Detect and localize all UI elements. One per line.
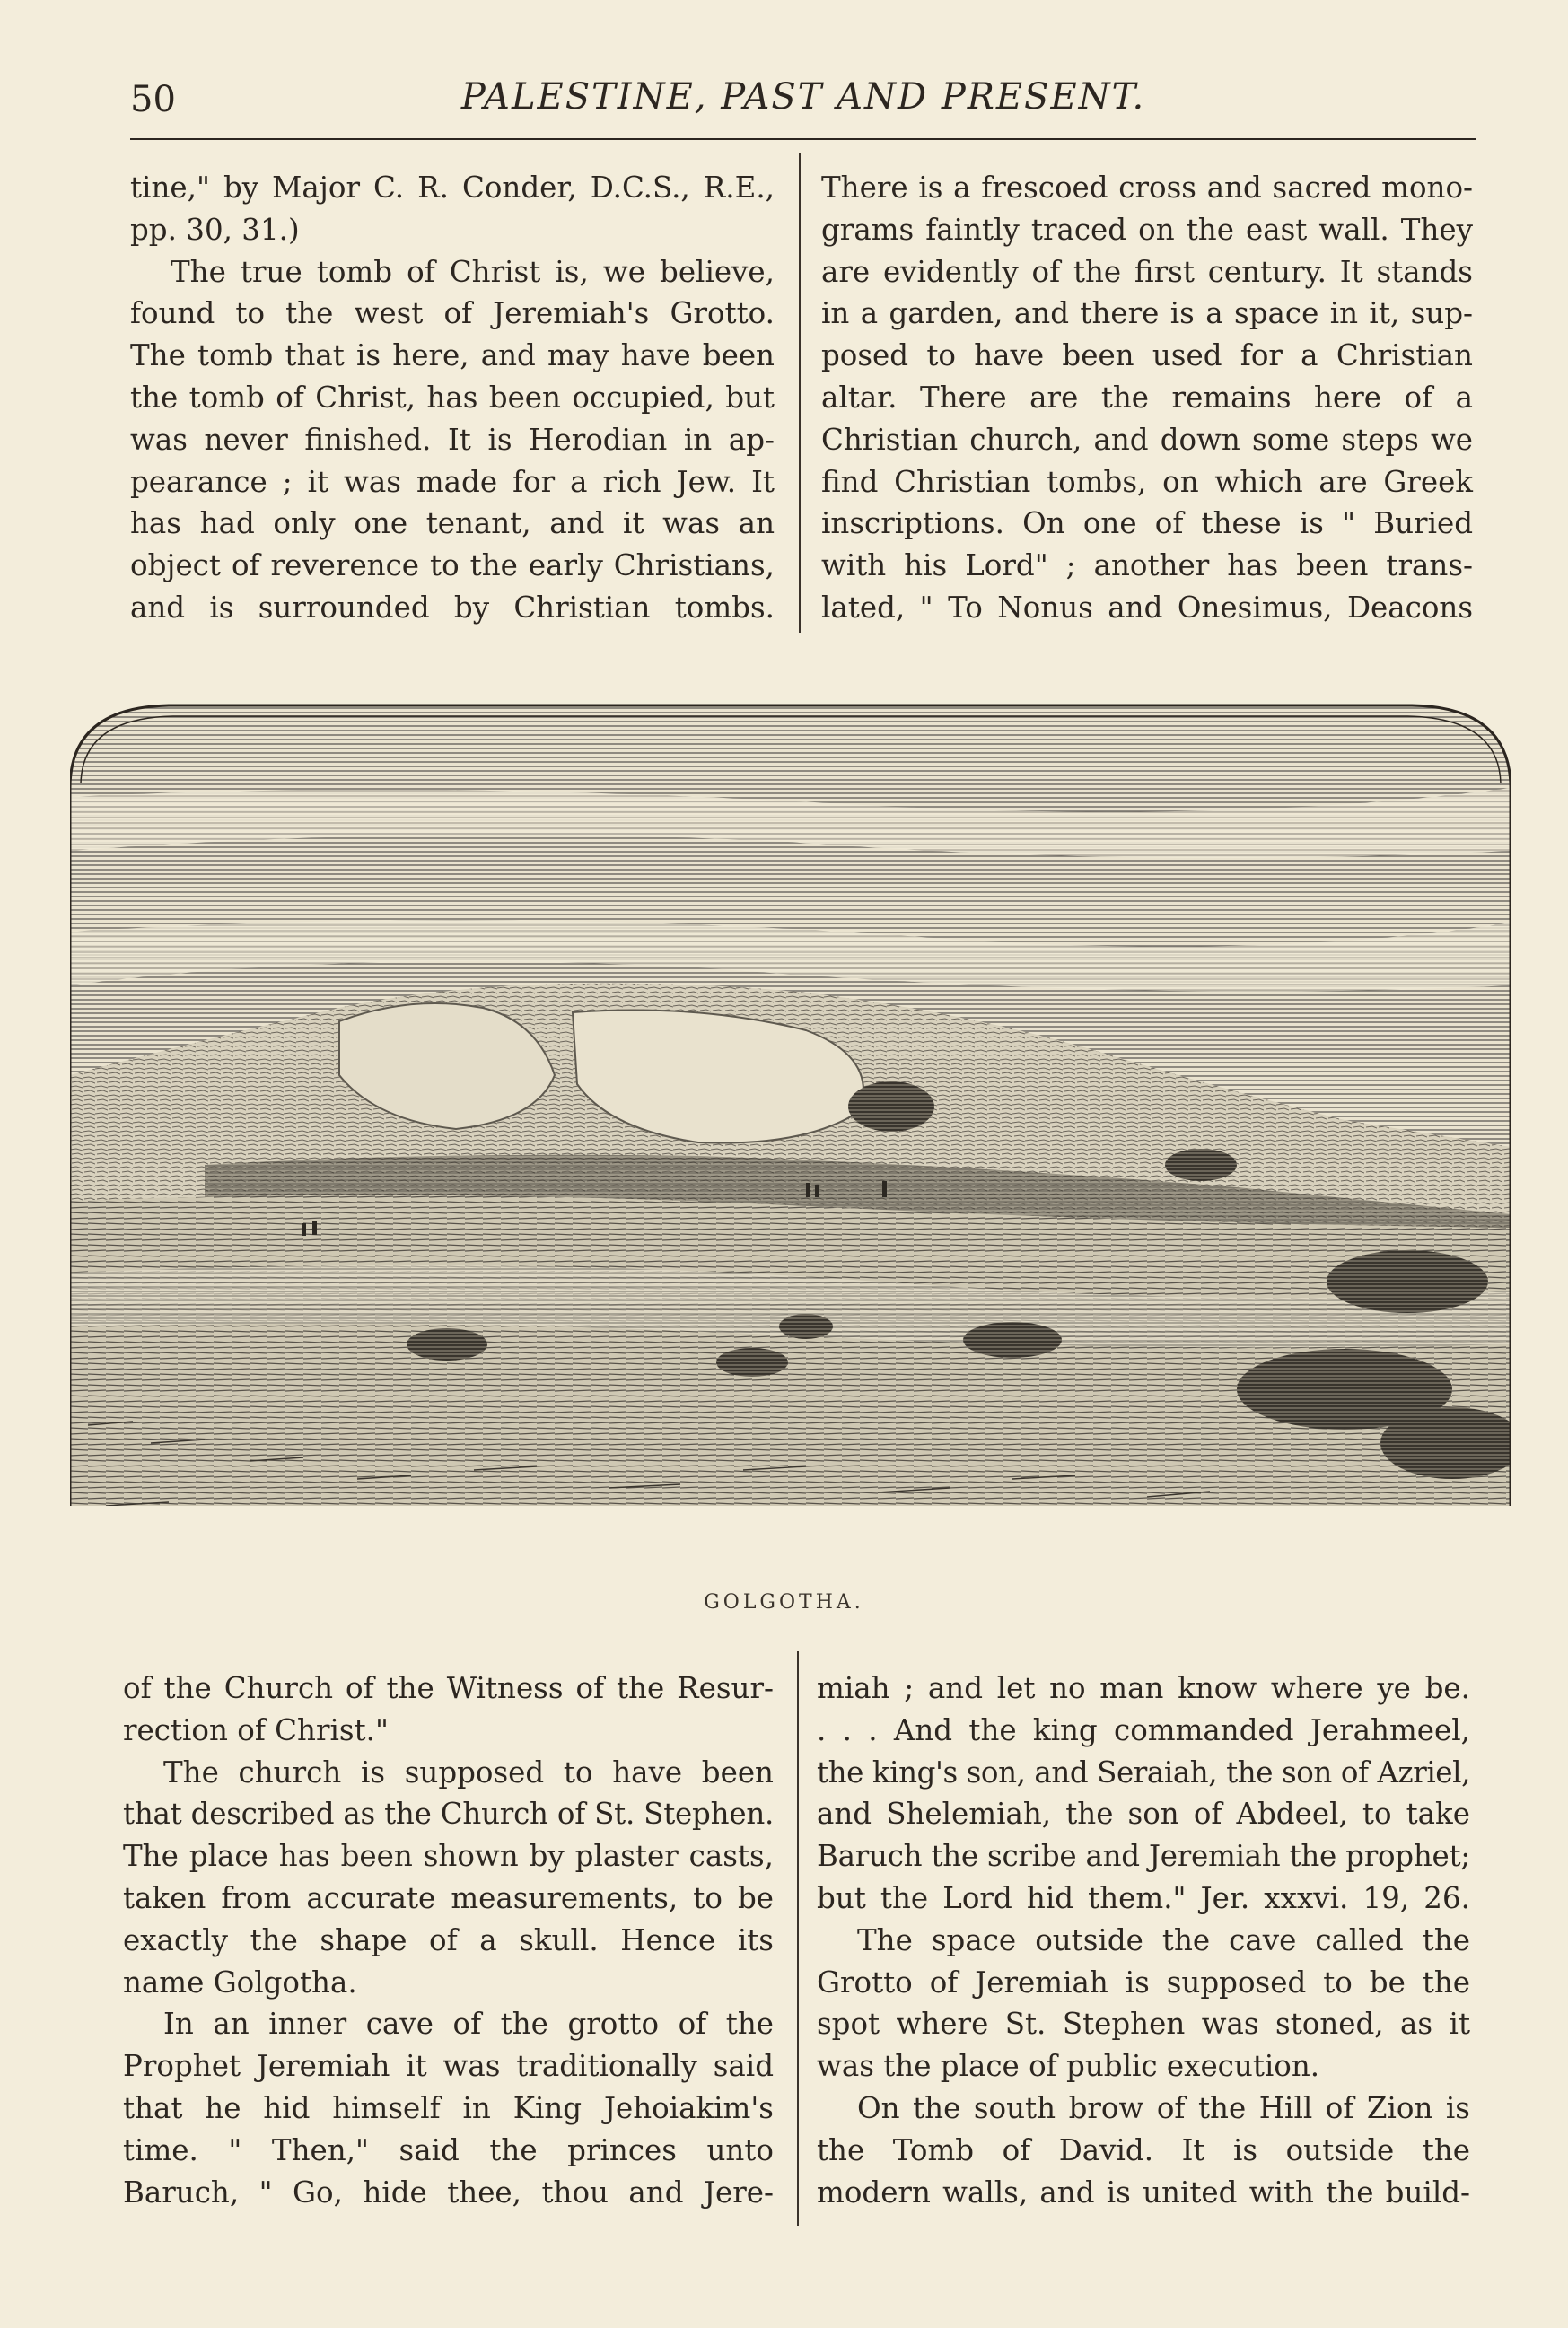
header-rule xyxy=(130,138,1476,140)
text-line: spot where St. Stephen was stoned, as it xyxy=(817,2007,1470,2042)
text-line: time. " Then," said the princes unto xyxy=(123,2132,774,2167)
text-line: Baruch the scribe and Jeremiah the prophet; xyxy=(817,1839,1470,1874)
paragraph xyxy=(123,2003,774,2213)
text-line: and is surrounded by Christian tombs. xyxy=(130,590,775,625)
text-line: in a garden, and there is a space in it, sup- xyxy=(821,296,1473,331)
text-line: miah ; and let no man know where ye be. xyxy=(817,1671,1470,1705)
text-line: pp. 30, 31.) xyxy=(130,212,300,247)
text-line: The space outside the cave called the xyxy=(857,1922,1470,1957)
text-line: Prophet Jeremiah it was traditionally said xyxy=(123,2049,774,2084)
text-line: The place has been shown by plaster casts, xyxy=(123,1839,774,1874)
text-line: grams faintly traced on the east wall. They xyxy=(821,212,1473,247)
text-line: modern walls, and is united with the build- xyxy=(817,2175,1470,2210)
text-line: name Golgotha. xyxy=(123,1965,357,2000)
engraving-illustration xyxy=(70,698,1511,1587)
text-line: was the place of public execution. xyxy=(817,2049,1320,2084)
top-right-column xyxy=(821,167,1473,629)
text-line: In an inner cave of the grotto of the xyxy=(163,2007,774,2042)
text-line: Christian church, and down some steps we xyxy=(821,422,1473,457)
text-line: There is a frescoed cross and sacred mono- xyxy=(821,171,1473,205)
page-number: 50 xyxy=(130,79,176,120)
text-line: are evidently of the first century. It stands xyxy=(821,254,1473,289)
text-line: that he hid himself in King Jehoiakim's xyxy=(123,2090,774,2125)
text-line: tine," by Major C. R. Conder, D.C.S., R.E., xyxy=(130,171,775,205)
text-line: posed to have been used for a Christian xyxy=(821,338,1473,373)
text-line: Grotto of Jeremiah is supposed to be the xyxy=(817,1965,1470,2000)
text-line: with his Lord" ; another has been trans- xyxy=(821,548,1473,583)
text-line: but the Lord hid them." Jer. xxxvi. 19, 26. xyxy=(817,1880,1470,1915)
text-line: find Christian tombs, on which are Greek xyxy=(821,464,1473,499)
paragraph xyxy=(817,2087,1470,2213)
text-line: that described as the Church of St. Stephen. xyxy=(123,1797,775,1832)
text-line: of the Church of the Witness of the Resur- xyxy=(123,1671,774,1705)
paragraph xyxy=(821,167,1473,629)
text-line: object of reverence to the early Christians, xyxy=(130,548,775,583)
text-line: found to the west of Jeremiah's Grotto. xyxy=(130,296,775,331)
text-line: has had only one tenant, and it was an xyxy=(130,506,775,541)
paragraph xyxy=(817,1667,1470,1920)
paragraph xyxy=(123,1752,774,2004)
text-line: the Tomb of David. It is outside the xyxy=(817,2132,1470,2167)
page-header xyxy=(130,72,1476,135)
text-line: lated, " To Nonus and Onesimus, Deacons xyxy=(821,590,1473,625)
text-line: The church is supposed to have been xyxy=(163,1755,774,1790)
paragraph xyxy=(123,1667,774,1752)
paragraph xyxy=(130,251,775,629)
figure-caption: GOLGOTHA. xyxy=(704,1591,864,1614)
top-left-column xyxy=(130,167,775,629)
text-line: and Shelemiah, the son of Abdeel, to take xyxy=(817,1797,1470,1832)
text-line: the tomb of Christ, has been occupied, but xyxy=(130,380,775,415)
text-line: The tomb that is here, and may have been xyxy=(130,338,775,373)
paragraph xyxy=(817,1920,1470,2087)
bottom-right-column xyxy=(817,1667,1470,2213)
text-line: The true tomb of Christ is, we believe, xyxy=(171,254,775,289)
text-line: inscriptions. On one of these is " Buried xyxy=(821,506,1473,541)
bottom-left-column xyxy=(123,1667,774,2213)
text-line: altar. There are the remains here of a xyxy=(821,380,1473,415)
text-line: exactly the shape of a skull. Hence its xyxy=(123,1922,774,1957)
golgotha-engraving xyxy=(70,698,1511,1587)
column-rule xyxy=(797,1651,799,2226)
text-line: pearance ; it was made for a rich Jew. It xyxy=(130,464,775,499)
text-line: rection of Christ." xyxy=(123,1712,389,1747)
text-line: . . . And the king commanded Jerahmeel, xyxy=(817,1712,1470,1747)
paragraph xyxy=(130,167,775,251)
text-line: the king's son, and Seraiah, the son of Azriel, xyxy=(817,1755,1470,1790)
text-line: On the south brow of the Hill of Zion is xyxy=(857,2090,1470,2125)
text-line: was never finished. It is Herodian in ap- xyxy=(130,422,775,457)
text-line: Baruch, " Go, hide thee, thou and Jere- xyxy=(123,2175,774,2210)
column-rule xyxy=(799,153,801,633)
text-line: taken from accurate measurements, to be xyxy=(123,1880,774,1915)
running-title: PALESTINE, PAST AND PRESENT. xyxy=(460,76,1146,118)
